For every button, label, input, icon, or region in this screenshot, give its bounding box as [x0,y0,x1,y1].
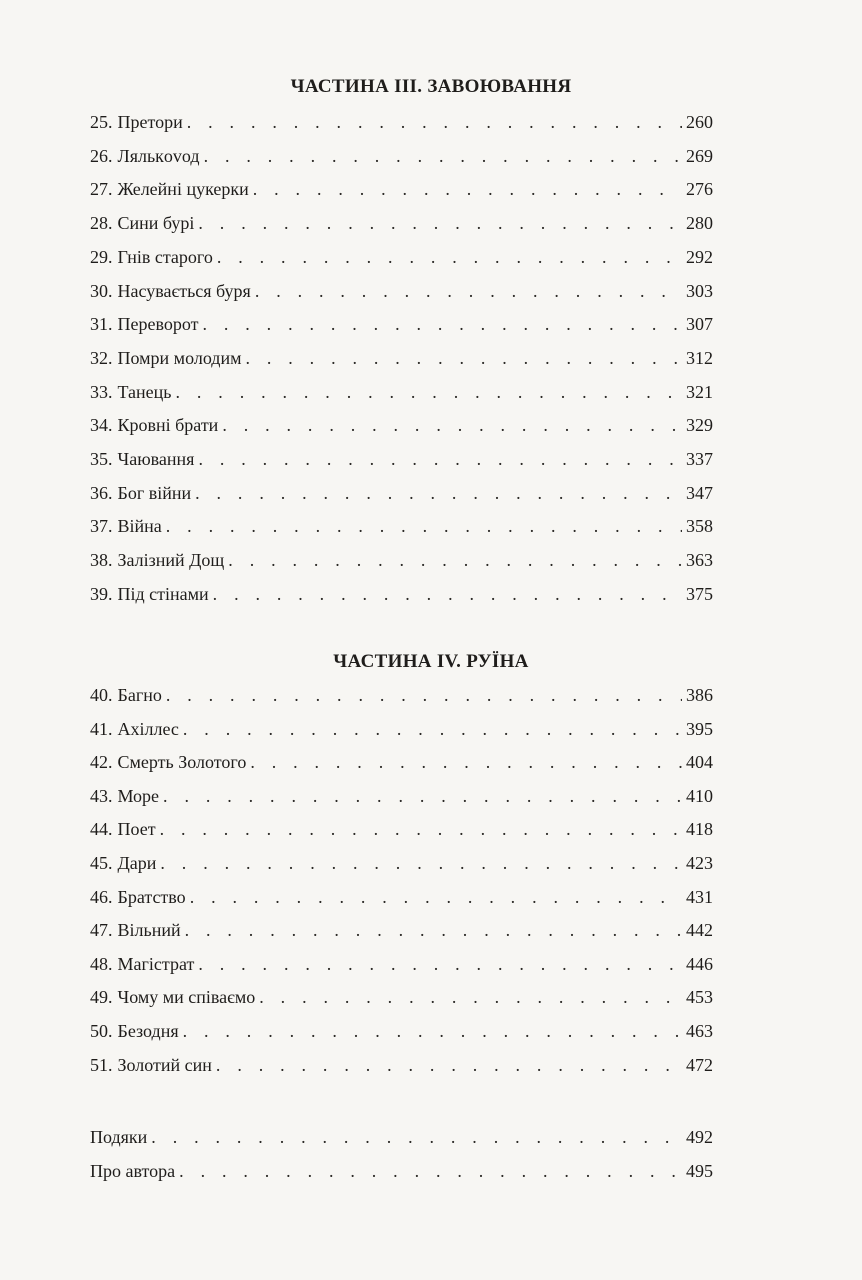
entry-number: 48. [90,953,113,974]
toc-entry[interactable] [90,752,713,776]
toc-entry-acknowledgements[interactable] [90,1127,713,1151]
entry-title: Ахіллес [117,718,179,739]
entry-page: 269 [686,145,713,166]
entry-page: 472 [686,1054,713,1075]
entry-page: 321 [686,381,713,402]
entry-number: 29. [90,246,113,267]
toc-entry[interactable] [90,987,713,1011]
entry-page: 404 [686,752,713,773]
entry-title: Поет [117,819,156,840]
entry-title: Смерть Золотого [117,752,247,773]
entry-title: Безодня [117,1021,179,1041]
entry-page: 463 [686,1021,713,1041]
entry-number: 25. [90,112,113,132]
entry-page: 280 [686,213,713,234]
entry-page: 337 [686,449,713,469]
dot-leader [179,1161,682,1182]
toc-entry[interactable] [90,719,713,743]
entry-number: 32. [90,347,113,368]
toc-entry[interactable] [90,786,713,810]
entry-page: 442 [686,920,713,941]
entry-number: 46. [90,886,113,907]
dot-leader [250,752,682,773]
entry-number: 31. [90,314,113,335]
toc-entry[interactable] [90,954,713,978]
entry-title: Подяки [90,1127,148,1147]
entry-page: 307 [686,314,713,335]
entry-title: Золотий син [117,1054,212,1075]
toc-entry[interactable] [90,415,713,439]
dot-leader [202,314,682,335]
dot-leader [217,247,682,268]
entry-number: 36. [90,482,113,503]
entry-page: 418 [686,819,713,840]
dot-leader [253,179,682,200]
entry-title: Війна [117,516,162,537]
dot-leader [228,550,682,571]
entry-title: Чаювання [117,449,195,469]
toc-entry[interactable] [90,550,713,574]
dot-leader [187,112,682,133]
entry-title: Танець [117,381,172,402]
toc-entry[interactable] [90,146,713,170]
entry-page: 276 [686,179,713,200]
entry-page: 386 [686,685,713,705]
entry-title: Желейні цукерки [117,179,249,200]
entry-title: Сини бурі [117,213,195,234]
entry-title: Вільний [117,920,181,941]
toc-entry[interactable] [90,247,713,271]
toc-entry[interactable] [90,112,713,136]
entry-number: 39. [90,583,113,604]
entry-number: 37. [90,516,113,537]
entry-number: 42. [90,752,113,773]
part4-heading: ЧАСТИНА IV. РУЇНА [333,651,529,672]
entry-title: Чому ми співаємо [117,987,256,1008]
entry-page: 495 [686,1161,713,1181]
dot-leader [245,348,682,369]
entry-page: 347 [686,482,713,503]
toc-entry[interactable] [90,314,713,338]
toc-entry[interactable] [90,920,713,944]
entry-number: 27. [90,179,113,200]
entry-page: 292 [686,246,713,267]
entry-page: 453 [686,987,713,1008]
dot-leader [166,516,682,537]
toc-entry-about-author[interactable] [90,1161,713,1185]
toc-entry[interactable] [90,685,713,709]
entry-number: 33. [90,381,113,402]
dot-leader [151,1127,682,1148]
dot-leader [160,853,682,874]
entry-number: 51. [90,1054,113,1075]
toc-entry[interactable] [90,348,713,372]
entry-page: 410 [686,785,713,806]
entry-title: Лялькovод [117,145,200,166]
entry-page: 492 [686,1127,713,1147]
toc-entry[interactable] [90,853,713,877]
entry-title: Бог війни [117,482,192,503]
part3-heading: ЧАСТИНА III. ЗАВОЮВАННЯ [290,76,572,97]
toc-entry[interactable] [90,281,713,305]
entry-page: 363 [686,550,713,571]
toc-entry[interactable] [90,819,713,843]
entry-title: Про автора [90,1161,176,1181]
dot-leader [204,146,682,167]
entry-title: Насувається буря [117,280,251,301]
toc-entry[interactable] [90,1055,713,1079]
entry-page: 312 [686,347,713,368]
dot-leader [216,1055,682,1076]
entry-page: 358 [686,516,713,537]
toc-entry[interactable] [90,213,713,237]
entry-number: 28. [90,213,113,234]
entry-title: Море [117,785,160,806]
dot-leader [222,415,682,436]
entry-title: Претори [117,112,183,132]
toc-entry[interactable] [90,449,713,473]
entry-title: Кровні брати [117,415,219,436]
entry-page: 395 [686,718,713,739]
entry-title: Під стінами [117,583,209,604]
dot-leader [198,213,682,234]
dot-leader [176,382,683,403]
dot-leader [195,483,682,504]
entry-page: 260 [686,112,713,132]
entry-number: 43. [90,785,113,806]
dot-leader [198,449,682,470]
toc-entry[interactable] [90,179,713,203]
entry-number: 44. [90,819,113,840]
dot-leader [183,719,682,740]
entry-page: 423 [686,853,713,873]
entry-title: Дари [117,853,157,873]
entry-page: 431 [686,886,713,907]
dot-leader [213,584,682,605]
entry-page: 375 [686,583,713,604]
entry-number: 38. [90,550,113,571]
entry-title: Гнів старого [117,246,213,267]
entry-number: 26. [90,145,113,166]
dot-leader [166,685,682,706]
dot-leader [160,819,682,840]
entry-number: 47. [90,920,113,941]
toc-entry[interactable] [90,1021,713,1045]
toc-entry[interactable] [90,584,713,608]
entry-number: 35. [90,449,113,469]
dot-leader [190,887,682,908]
entry-title: Помри молодим [117,347,242,368]
entry-number: 49. [90,987,113,1008]
entry-page: 446 [686,953,713,974]
entry-title: Братство [117,886,186,907]
dot-leader [163,786,682,807]
entry-number: 40. [90,685,113,705]
entry-page: 329 [686,415,713,436]
entry-number: 50. [90,1021,113,1041]
dot-leader [259,987,682,1008]
entry-page: 303 [686,280,713,301]
entry-title: Багно [117,685,162,705]
dot-leader [185,920,682,941]
dot-leader [198,954,682,975]
entry-title: Магістрат [117,953,195,974]
entry-number: 41. [90,718,113,739]
toc-entry[interactable] [90,887,713,911]
toc-entry[interactable] [90,516,713,540]
entry-number: 30. [90,280,113,301]
toc-entry[interactable] [90,382,713,406]
toc-entry[interactable] [90,483,713,507]
entry-number: 45. [90,853,113,873]
entry-number: 34. [90,415,113,436]
dot-leader [183,1021,682,1042]
entry-title: Залізний Дощ [117,550,225,571]
dot-leader [255,281,682,302]
entry-title: Переворот [117,314,199,335]
